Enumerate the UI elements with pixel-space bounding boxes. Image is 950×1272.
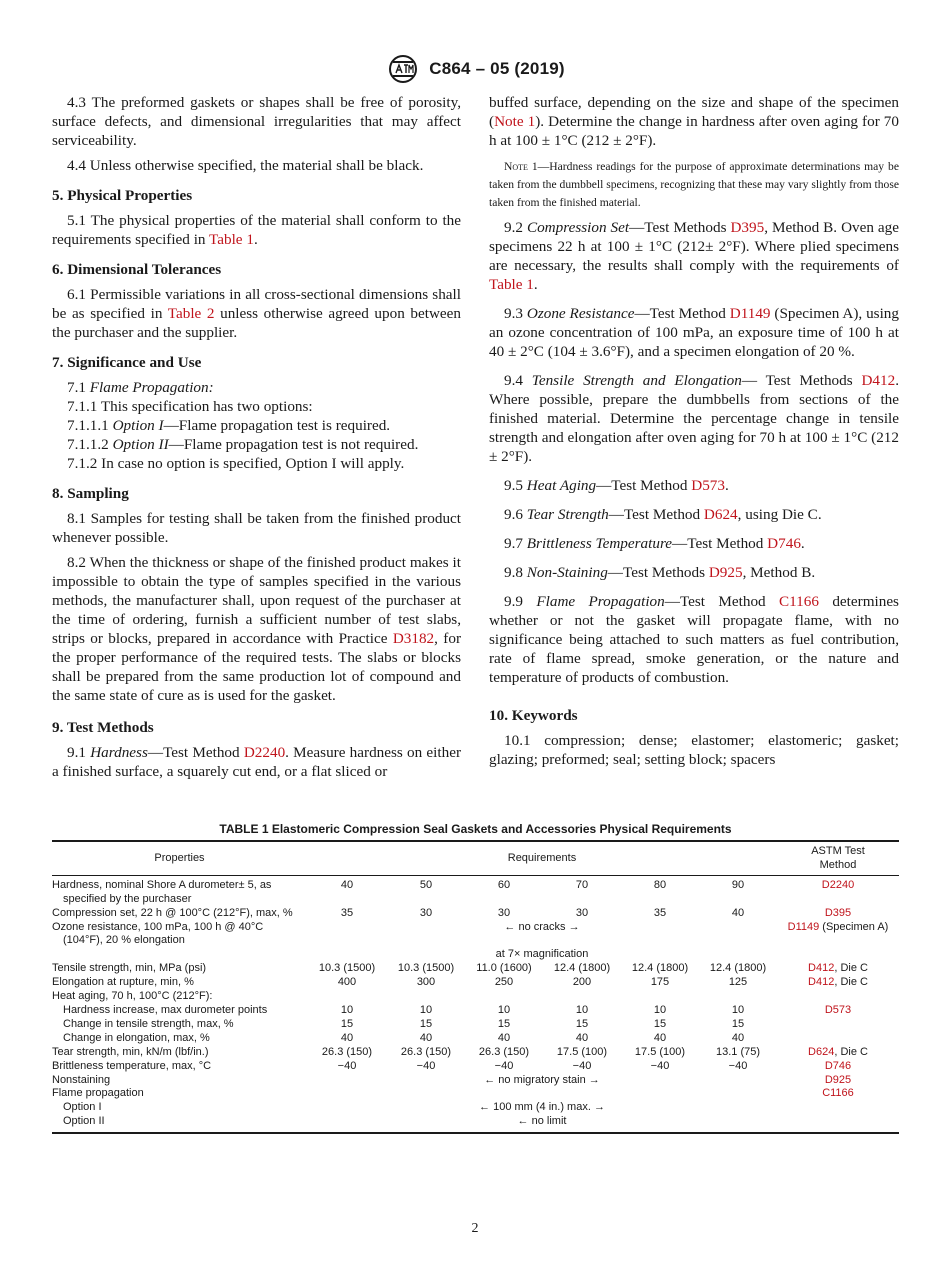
paragraph-9-3: 9.3 Ozone Resistance—Test Method D1149 (Specimen A), using an ozone concentration of 100 mPa, an exposure time of 100 h at 40 ± 2°C (104 ± 3.6°F), and a specimen elongation of 20 %. [489,305,899,360]
header-astm-method: ASTM Test Method [777,841,899,875]
table-1-link[interactable]: Table 1 [489,276,534,293]
section-heading-5: 5. Physical Properties [52,187,193,204]
section-heading-6: 6. Dimensional Tolerances [52,261,222,278]
section-heading-7: 7. Significance and Use [52,354,202,371]
table-row: at 7× magnification [495,948,589,961]
note-1: Note 1—Hardness readings for the purpose of approximate determinations may be taken from the dumbbell specimens, recognizing that these may vary slightly from those taken from the finished material. [489,160,899,209]
table-row: Hardness, nominal Shore A durometer± 5, as specified by the purchaser 40 50 60 70 80 90 D2240 [52,878,855,905]
table-row: Brittleness temperature, max, °C −40 −40 −40 −40 −40 −40 D746 [52,1059,852,1072]
d746-link[interactable]: D746 [767,535,801,552]
d395-link[interactable]: D395 [824,906,852,919]
paragraph-4-3: 4.3 The preformed gaskets or shapes shall be free of porosity, surface defects, and dimensional irregularities that may affect serviceability. [52,94,461,149]
paragraph-9-5: 9.5 Heat Aging—Test Method D573. [504,477,729,494]
paragraph-7-1-1: 7.1.1 This specification has two options: [67,398,313,415]
table-1-link[interactable]: Table 1 [209,231,254,248]
paragraph-9-1-continued: buffed surface, depending on the size and shape of the specimen (Note 1). Determine the change in hardness after oven aging for 70 h at 100 ± 1°C (212 ± 2°F). [489,94,899,149]
table-1 [52,840,899,1134]
table-row: Change in tensile strength, max, % 15 15 15 15 15 15 [63,1017,745,1030]
paragraph-9-9: 9.9 Flame Propagation—Test Method C1166 determines whether or not the gasket will propagate flame, with no significance being attached to such matters as fuel contribution, rate of flame spread, smoke generation, or the nature and temperature of products of combustion. [489,593,899,686]
astm-logo-icon [385,54,421,84]
d395-link[interactable]: D395 [730,219,765,236]
d925-link[interactable]: D925 [824,1073,852,1086]
section-heading-9: 9. Test Methods [52,719,154,736]
d1149-link[interactable]: D1149 [787,920,820,933]
paragraph-9-6: 9.6 Tear Strength—Test Method D624, using Die C. [504,506,822,523]
d746-link[interactable]: D746 [824,1059,852,1072]
table-1-title: TABLE 1 Elastomeric Compression Seal Gaskets and Accessories Physical Requirements [219,822,732,836]
c1166-link[interactable]: C1166 [822,1087,854,1100]
left-column [52,93,461,781]
paragraph-6-1: 6.1 Permissible variations in all cross-sectional dimensions shall be as specified in Table 2 unless otherwise agreed upon between the purchaser and the supplier. [52,286,461,341]
paragraph-9-2: 9.2 Compression Set—Test Methods D395, Method B. Oven age specimens 22 h at 100 ± 1°C (212± 2°F). Where plied specimens are necessary, the results shall comply with the requirements of Table 1. [489,219,900,293]
page-header [0,54,950,84]
table-row: Flame propagation C1166 [52,1087,854,1100]
paragraph-8-1: 8.1 Samples for testing shall be taken from the finished product whenever possible. [52,510,461,546]
d925-link[interactable]: D925 [708,564,743,581]
header-properties: Properties [52,841,307,875]
table-row: Ozone resistance, 100 mPa, 100 h @ 40°C (104°F), 20 % elongation ← no cracks → D1149 (Specimen A) [52,920,889,947]
d3182-link[interactable]: D3182 [392,630,435,647]
paragraph-7-1-2: 7.1.2 In case no option is specified, Option I will apply. [67,455,405,472]
table-row: Elongation at rupture, min, % 400 300 250 200 175 125 D412, Die C [52,976,868,989]
paragraph-7-1: 7.1 Flame Propagation: [67,379,214,396]
note-1-link[interactable]: Note 1 [494,113,536,130]
header-requirements: Requirements [307,841,777,875]
d412-link[interactable]: D412 [808,962,835,975]
table-row: Heat aging, 70 h, 100°C (212°F): [52,990,213,1003]
d412-link[interactable]: D412 [808,976,835,989]
paragraph-7-1-1-2: 7.1.1.2 Option II—Flame propagation test is not required. [67,436,419,453]
d1149-link[interactable]: D1149 [729,305,771,322]
paragraph-9-1: 9.1 Hardness—Test Method D2240. Measure hardness on either a finished surface, a squarely cut end, or a flat sliced or [52,744,461,780]
table-row: Change in elongation, max, % 40 40 40 40 40 40 [63,1031,745,1044]
d2240-link[interactable]: D2240 [243,744,286,761]
document-designation: C864 – 05 (2019) [429,59,565,78]
table-row: Nonstaining ← no migratory stain → D925 [52,1073,852,1086]
table-header-row [52,841,899,875]
paragraph-7-1-1-1: 7.1.1.1 Option I—Flame propagation test is required. [67,417,391,434]
paragraph-9-8: 9.8 Non-Staining—Test Methods D925, Method B. [504,564,816,581]
d624-link[interactable]: D624 [808,1045,835,1058]
table-row: Tear strength, min, kN/m (lbf/in.) 26.3 (150) 26.3 (150) 26.3 (150) 17.5 (100) 17.5 (100) 13.1 (75) D624, Die C [52,1045,868,1058]
d573-link[interactable]: D573 [691,477,725,494]
paragraph-10-1: 10.1 compression; dense; elastomer; elastomeric; gasket; glazing; preformed; seal; setting block; spacers [489,732,899,768]
paragraph-9-4: 9.4 Tensile Strength and Elongation— Test Methods D412. Where possible, prepare the dumbbells from sections of the finished material. Determine the percentage change in tensile strength and elongation after oven aging for 70 h at 100 ± 1°C (212 ± 2°F). [489,372,899,465]
section-heading-10: 10. Keywords [489,707,578,724]
right-column [489,93,899,769]
paragraph-8-2: 8.2 When the thickness or shape of the finished product makes it impossible to obtain the type of samples specified in the various methods, the manufacturer shall, upon request of the purchaser at the time of ordering, furnish a sufficient number of test slabs, strips or blocks, prepared in accordance with Practice D3182, for the proper performance of the required tests. The slabs or blocks shall be prepared from the same production lot of compound and the same state of cure as is used for the gasket. [52,554,461,704]
d573-link[interactable]: D573 [824,1003,852,1016]
paragraph-9-7: 9.7 Brittleness Temperature—Test Method D746. [504,535,805,552]
d2240-link[interactable]: D2240 [821,878,855,891]
section-heading-8: 8. Sampling [52,485,129,502]
table-row: Tensile strength, min, MPa (psi) 10.3 (1500) 10.3 (1500) 11.0 (1600) 12.4 (1800) 12.4 (1800) 12.4 (1800) D412, Die C [52,962,868,975]
d412-link[interactable]: D412 [861,372,896,389]
page-number: 2 [471,1221,479,1236]
table-row: Option I ← 100 mm (4 in.) max. → [63,1101,605,1114]
table-row: Hardness increase, max durometer points 10 10 10 10 10 10 D573 [63,1003,852,1016]
table-2-link[interactable]: Table 2 [167,305,215,322]
paragraph-5-1: 5.1 The physical properties of the material shall conform to the requirements specified in Table 1. [52,212,461,248]
d624-link[interactable]: D624 [703,506,738,523]
table-row: Option II ← no limit [52,1115,899,1133]
paragraph-4-4: 4.4 Unless otherwise specified, the material shall be black. [67,157,424,174]
table-row: Compression set, 22 h @ 100°C (212°F), max, % 35 30 30 30 35 40 D395 [52,906,852,919]
c1166-link[interactable]: C1166 [779,593,819,610]
